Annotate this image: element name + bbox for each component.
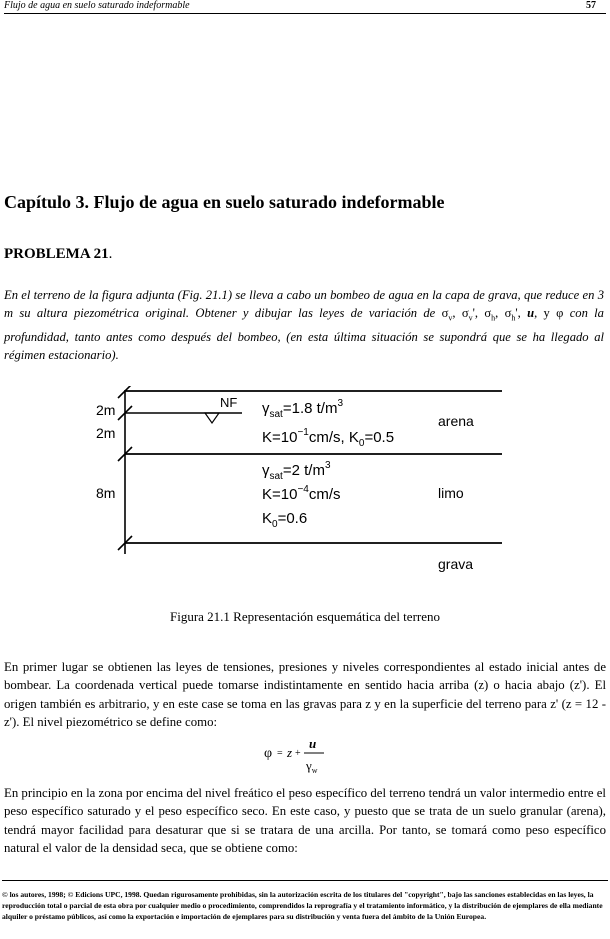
dimension-label-sand-dry: 2m (96, 402, 116, 418)
piezometric-formula (262, 738, 342, 778)
gravel-layer-label: grava (438, 556, 474, 572)
stress-symbols: $\sigma_v$, $\sigma_v'$, $\sigma_h$, $\sigma_h'$, u, y φ (441, 306, 564, 323)
problem-label: PROBLEMA 21 (4, 246, 109, 262)
dimension-label-silt: 8m (96, 485, 116, 501)
formula-u: u (309, 738, 317, 751)
paragraph-2: En principio en la zona por encima del nivel freático el peso específico del terreno tendrá un valor intermedio entre el peso específico saturado y el peso específico seco. En este caso, y puesto que se trata de un suelo granular (arena), tendrá mayor facilidad para desaturar que si se tratara de una arcilla. Por tanto, se tomará como peso específico natural el valor de la densidad seca, que se obtiene como: (4, 786, 606, 856)
statement-part-2: con la profundidad, tanto antes como después del bombeo, (en esta última situación se supondrá que se ha llegado al régimen estacionario). (4, 306, 604, 362)
silt-unit-weight: $\gamma_{sat}=2$ $t/m^3$ (262, 460, 331, 482)
page-number: 57 (586, 0, 596, 11)
sand-layer-label: arena (438, 413, 474, 429)
paragraph-1: En primer lugar se obtienen las leyes de tensiones, presiones y niveles correspondientes al estado inicial antes de bombear. La coordenada vertical puede tomarse indistintamente en sentido hacia arriba (z) o hacia abajo (z'). El origen también es arbitrario, y en este case se toma en las gravas para z y en la superficie del terreno para z' (z = 12 - z'). El nivel piezométrico se define como: (4, 660, 606, 730)
silt-layer-label: limo (438, 485, 464, 501)
chapter-title: Capítulo 3. Flujo de agua en suelo saturado indeformable (4, 192, 445, 212)
formula-equals: = (277, 748, 283, 759)
copyright-footer: © los autores, 1998; © Edicions UPC, 1998. Quedan rigurosamente prohibidas, sin la autorización escrita de los titulares del "copyright", bajo las sanciones establecidas en las leyes, la reproducción total o parcial de esta obra por cualquier medio o procedimiento, comprendidos la reprografía y el tratamiento informático, y la distribución de ejemplares de ella mediante alquiler o préstamo públicos, así como la exportación e importación de ejemplares para su distribución y venta fuera del ámbito de la Unión Europea. (2, 880, 608, 923)
problem-period: . (108, 246, 113, 262)
silt-k0: $K_0=0.6$ (262, 510, 308, 530)
formula-plus: + (295, 748, 301, 759)
problem-statement (4, 286, 604, 364)
formula-phi: φ (264, 746, 273, 761)
water-table-triangle-icon (205, 413, 219, 423)
problem-heading (4, 246, 112, 263)
soil-profile-figure (82, 386, 502, 582)
silt-permeability: $K=10^{-4}cm/s$ (262, 484, 341, 503)
running-title: Flujo de agua en suelo saturado indeformable (4, 0, 190, 11)
running-header (4, 0, 606, 14)
formula-z: z (287, 745, 293, 760)
sand-permeability: $K=10^{-1}cm/s$, $K_0=0.5$ (262, 427, 395, 449)
statement-part-1: En el terreno de la figura adjunta (Fig. 21.1) se lleva a cabo un bombeo de agua en la capa de grava, que reduce en 3 m su altura piezométrica original. Obtener y dibujar las leyes de variación de (4, 288, 604, 320)
dimension-label-sand-sat: 2m (96, 425, 116, 441)
sand-unit-weight: $\gamma_{sat}=1.8$ $t/m^3$ (262, 398, 344, 420)
figure-caption: Figura 21.1 Representación esquemática del terreno (169, 609, 440, 624)
nf-label: NF (220, 395, 238, 410)
formula-gamma-w: $\gamma_w$ (306, 758, 318, 775)
